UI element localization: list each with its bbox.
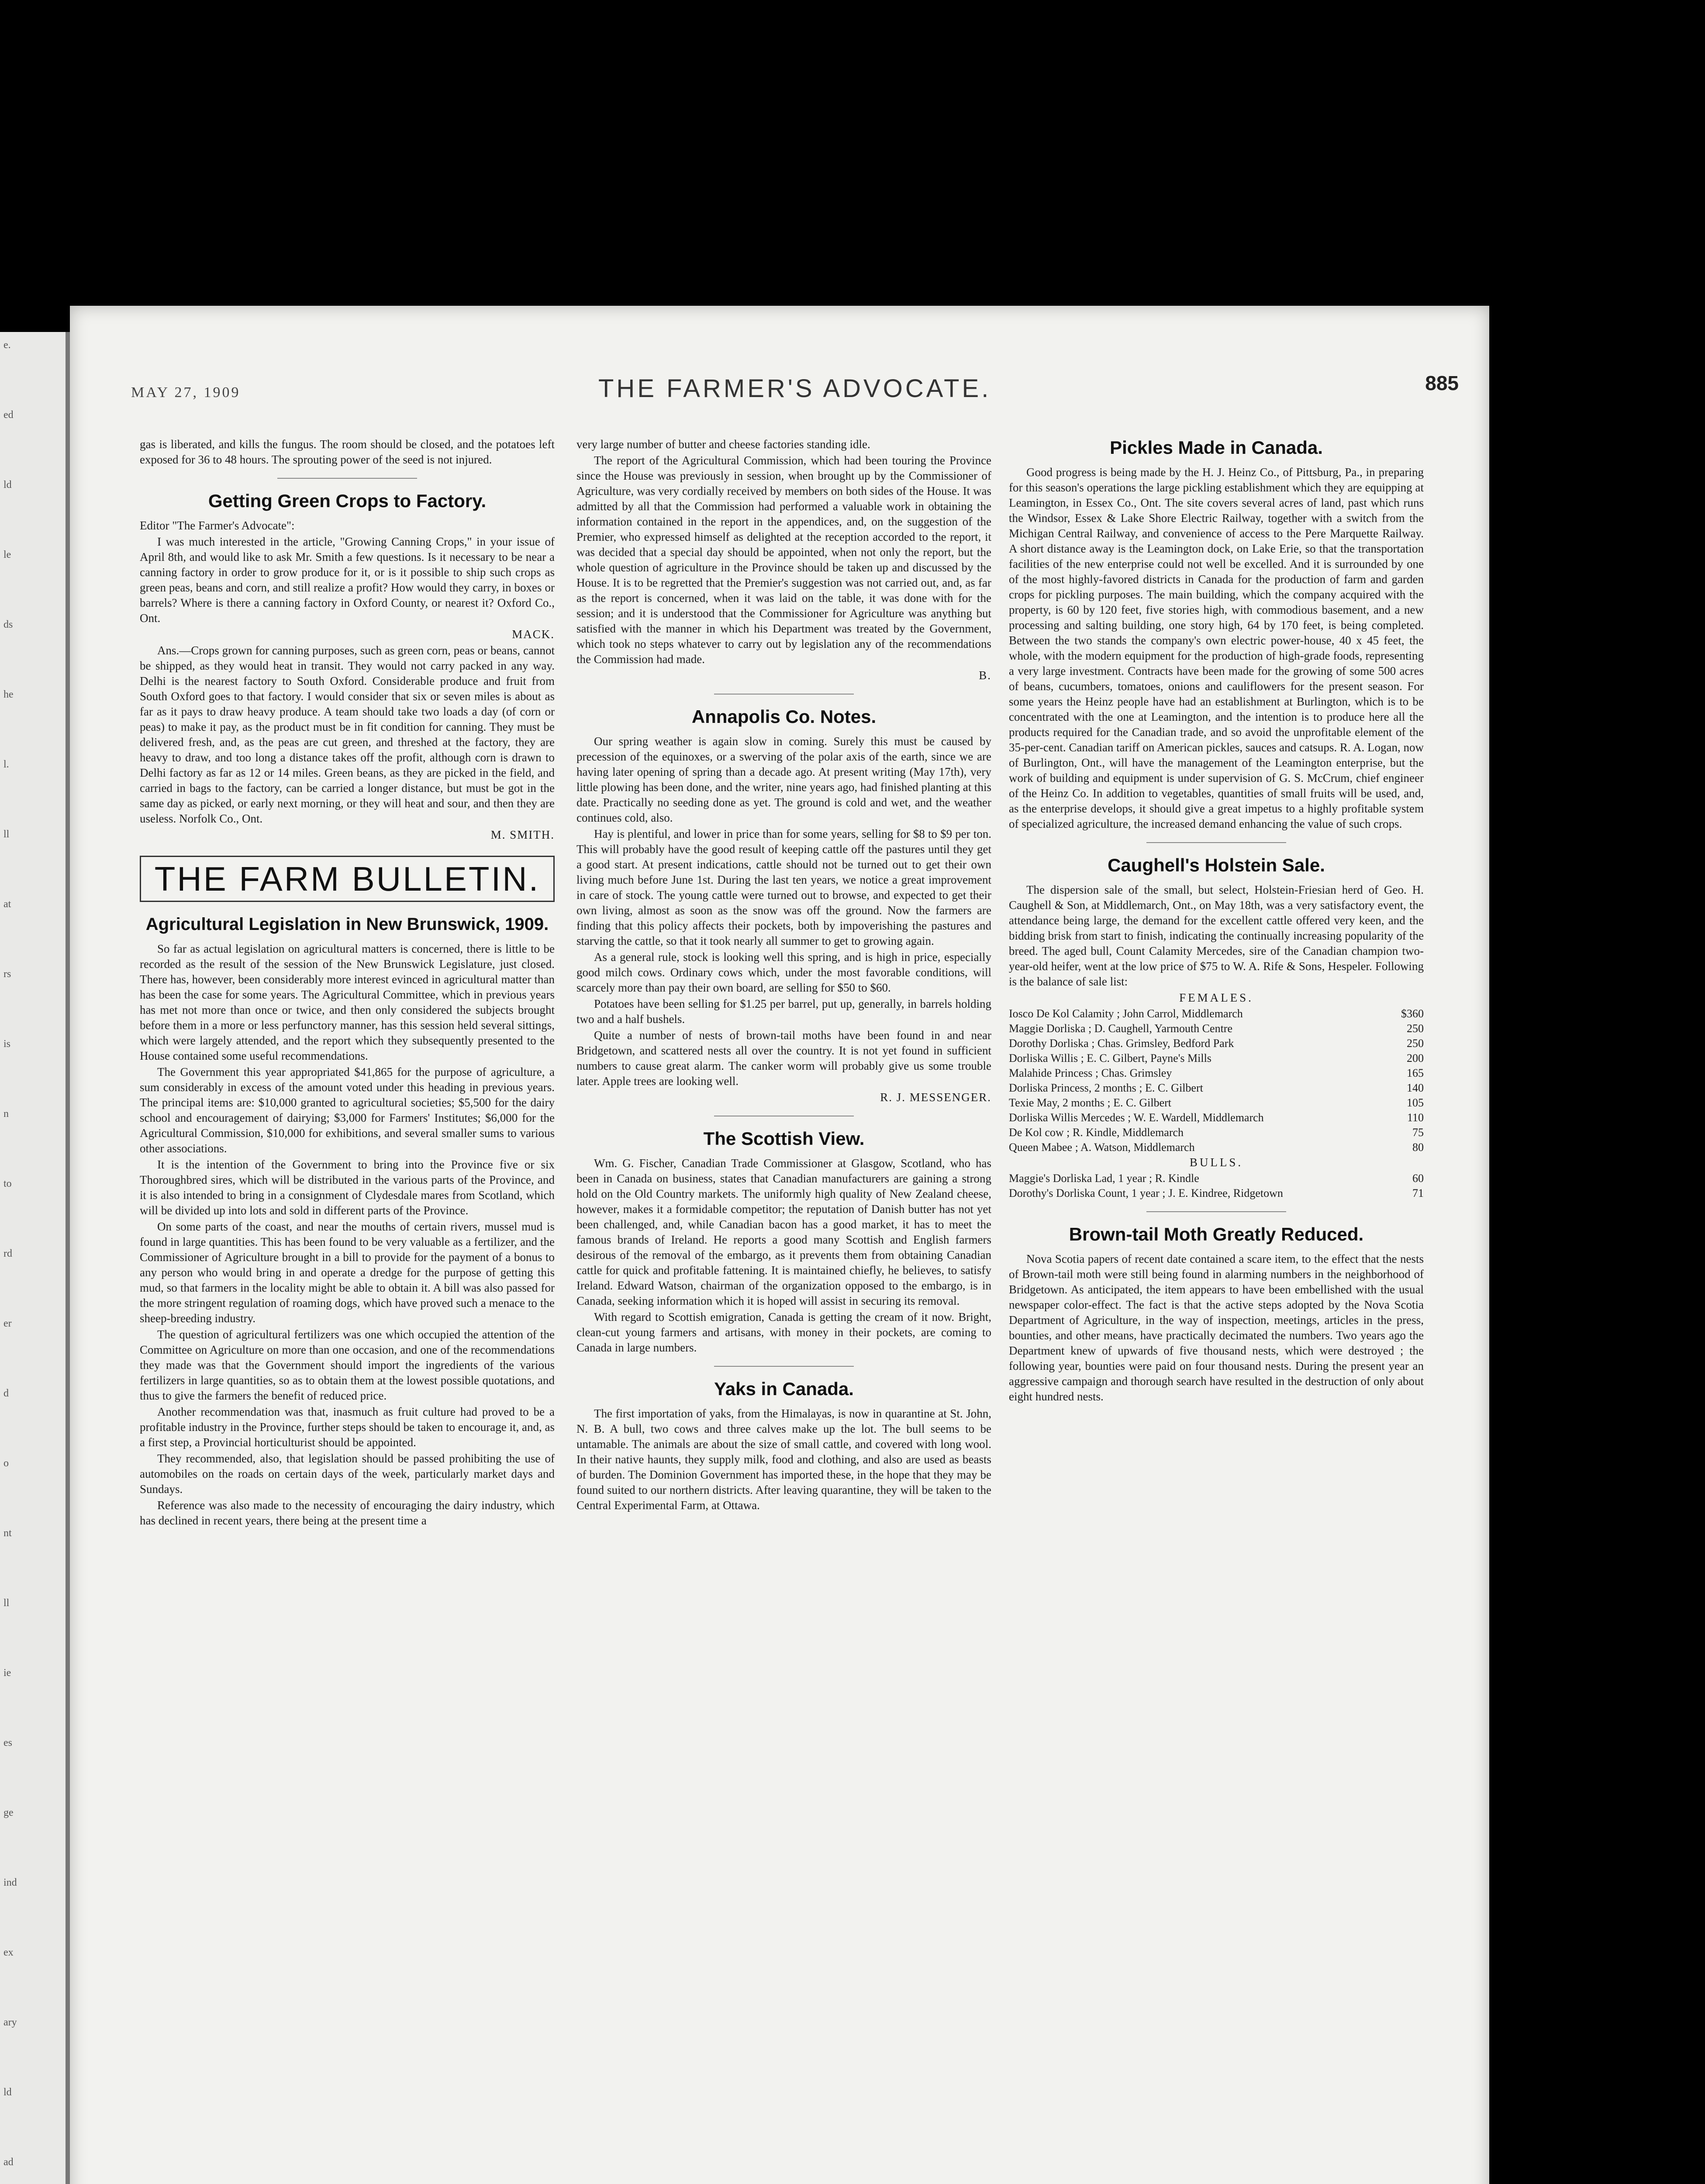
adjacent-page-strip [0,332,66,2184]
margin-fragment: ie [3,1667,11,1679]
margin-fragment: ll [3,1597,10,1609]
sale-animal-buyer: Texie May, 2 months ; E. C. Gilbert [1009,1096,1171,1109]
females-sale-table [1009,1006,1424,1155]
sale-price: 140 [1407,1082,1424,1094]
margin-fragment: ll [3,829,10,840]
margin-fragment: ge [3,1807,14,1818]
sale-price: 80 [1412,1141,1424,1154]
article-signature: R. J. MESSENGER. [880,1091,991,1104]
body-paragraph: The question of agricultural fertilizers was one which occupied the attention of the Committee on Agriculture on more than one occasion, and one of the recommendations they made was that the Government should import the ingredients of the various fertilizers in large quantities, so as to obtain them at the lowest possible quotations, and thus to give the farmers the benefit of reduced price. [140,1328,555,1402]
margin-fragment: nt [3,1527,12,1539]
margin-fragment: es [3,1737,12,1749]
margin-fragment: le [3,549,11,560]
article-title-yaks: Yaks in Canada. [714,1379,854,1399]
sale-price: 75 [1412,1126,1424,1139]
body-paragraph: Our spring weather is again slow in coming. Surely this must be caused by precession of the equinoxes, or a swerving of the polar axis of the earth, since we are having later opening of spring than a decade ago. At present writing (May 17th), very little plowing has been done, and the writer, nine years ago, had finished planting at this date. Practically no seeding done as yet. The ground is cold and wet, and the weather continues cold, also. [576,735,991,824]
column-1 [140,437,555,2184]
margin-fragment: er [3,1318,12,1329]
margin-fragment: ld [3,479,12,491]
divider [714,694,854,695]
divider [1146,1211,1286,1212]
margin-fragment: to [3,1178,12,1189]
sale-row [1009,1006,1424,1021]
page-number: 885 [1425,372,1459,394]
letter-signature: MACK. [512,628,555,641]
article-title-brown-tail-moth: Brown-tail Moth Greatly Reduced. [1069,1224,1364,1244]
sale-price: 110 [1407,1111,1424,1124]
margin-fragment: at [3,898,11,910]
newspaper-page [70,306,1489,2184]
divider [277,478,417,479]
margin-fragment: ind [3,1877,17,1888]
body-paragraph: Potatoes have been selling for $1.25 per barrel, put up, generally, in barrels holding two and a half bushels. [576,997,991,1026]
sale-row [1009,1051,1424,1066]
sale-animal-buyer: De Kol cow ; R. Kindle, Middlemarch [1009,1126,1184,1139]
sale-price: 60 [1412,1172,1424,1185]
margin-fragment: ds [3,619,13,630]
page-header [131,367,1459,406]
divider [1146,842,1286,843]
sale-price: 165 [1407,1067,1424,1079]
editor-salutation: Editor "The Farmer's Advocate": [140,519,295,532]
body-paragraph: Good progress is being made by the H. J. Heinz Co., of Pittsburg, Pa., in preparing for this season's operations the large pickling establishment which they are equipping at Leamington, in Essex Co., Ont. The site covers several acres of land, past which runs the Windsor, Essex & Lake Shore Electric Railway, together with a switch from the Michigan Central Railway, and convenience of access to the Pere Marquette Railway. A short distance away is the Leamington dock, on Lake Erie, so that the transportation facilities of the new enterprise could not well be excelled. And it is surrounded by one of the most highly-favored districts in Canada for the production of farm and garden crops for pickling purposes. The main building, which the company acquired with the property, is 60 by 120 feet, five stories high, with commodious basement, and a new processing and salting building, one story high, 64 by 170 feet, is being completed. Between the two stands the company's own electric power-house, 40 x 45 feet, the whole, with the modern equipment for the production of high-grade foods, representing a very large investment. Contracts have been made for the growing of some 500 acres of beans, cucumbers, tomatoes, onions and cauliflowers for the present season. For some years the Heinz people have had an establishment at Burlington, which is to be concentrated with the one at Leamington, and the intention is to produce here all the products required for the Canadian trade, and so avoid the unprofitable element of the 35-per-cent. Canadian tariff on American pickles, sauces and catsups. R. A. Logan, now of Burlington, Ont., will have the management of the Leamington enterprise, but the work of building and equipment is under supervision of G. S. McCrum, chief engineer of the Heinz Co. In addition to vegetables, quantities of small fruits will be used, and, as the enterprise develops, it should give a great impetus to a highly profitable system of specialized agriculture, the increased demand enhancing the value of such crops. [1009,466,1424,830]
sale-price: $360 [1401,1007,1424,1020]
sale-row [1009,1066,1424,1081]
margin-fragment: ary [3,2017,17,2028]
margin-fragment: ed [3,409,14,421]
margin-fragment: o [3,1458,9,1469]
body-paragraph: The dispersion sale of the small, but select, Holstein-Friesian herd of Geo. H. Caughell & Son, at Middlemarch, Ont., on May 18th, was a very satisfactory event, the attendance being large, the demand for the excellent cattle offered very keen, and the bidding brisk from start to finish, indicating the continually increasing popularity of the breed. The aged bull, Count Calamity Mercedes, sire of the Canadian champion two-year-old heifer, went at the low price of $75 to W. A. Rife & Sons, Hespeler. Following is the balance of sale list: [1009,883,1424,988]
column-3 [1009,437,1424,2184]
sale-animal-buyer: Dorliska Willis ; E. C. Gilbert, Payne's Mills [1009,1052,1211,1064]
sale-animal-buyer: Maggie Dorliska ; D. Caughell, Yarmouth Centre [1009,1022,1232,1035]
margin-fragment: he [3,689,14,700]
margin-fragment: rd [3,1248,12,1259]
article-signature: B. [979,669,991,682]
sale-price: 200 [1407,1052,1424,1064]
margin-fragment: d [3,1388,9,1399]
body-paragraph: Reference was also made to the necessity of encouraging the dairy industry, which has declined in recent years, there being at the present time a [140,1499,555,1527]
column-2 [576,437,991,2184]
bulls-heading: BULLS. [1189,1156,1243,1169]
sale-row [1009,1095,1424,1110]
sale-animal-buyer: Maggie's Dorliska Lad, 1 year ; R. Kindle [1009,1172,1199,1185]
body-paragraph: The report of the Agricultural Commission, which had been touring the Province since the House was previously in session, when brought up by the Commissioner of Agriculture, was very cordially received by members on both sides of the House. It was admitted by all that the Commission had performed a valuable work in obtaining the information contained in the report in the appendices, and, on the suggestion of the Premier, who expressed himself as delighted at the reception accorded to the report, it was decided that a special day should be appointed, when not only the report, but the whole question of agriculture in the Province should be taken up and discussed by the House. It is to be regretted that the Premier's suggestion was not carried out, and, as far as the report is concerned, when it was laid on the table, it was done with for the session; and it is understood that the Commissioner for Agriculture was anything but satisfied with the manner in which his Department was treated by the Government, which took no steps whatever to carry out by legislation any of the recommendations the Commission had made. [576,454,991,666]
sale-row [1009,1125,1424,1140]
section-banner-farm-bulletin: THE FARM BULLETIN. [140,856,555,902]
bulls-sale-table [1009,1171,1424,1201]
masthead-title: THE FARMER'S ADVOCATE. [598,374,991,403]
body-paragraph: As a general rule, stock is looking well this spring, and is high in price, especially good milch cows. Ordinary cows which, under the most favorable conditions, will scarcely more than pay their own board, are selling for $50 to $60. [576,950,991,994]
sale-price: 250 [1407,1022,1424,1035]
body-paragraph: They recommended, also, that legislation should be passed prohibiting the use of automobiles on the roads on certain days of the week, particularly market days and Sundays. [140,1452,555,1496]
margin-fragment: rs [3,968,11,980]
sale-row [1009,1021,1424,1036]
article-title-agri-legislation: Agricultural Legislation in New Brunswick, 1909. [145,915,549,934]
margin-fragment: ex [3,1947,14,1958]
letter-paragraph: I was much interested in the article, "Growing Canning Crops," in your issue of April 8th, and would like to ask Mr. Smith a few questions. Is it necessary to be near a canning factory in order to grow produce for it, or is it possible to ship such crops as green peas, beans and corn, and still realize a profit? How would they carry, in boxes or barrels? Where is there a canning factory in Oxford County, or nearest it? Oxford Co., Ont. [140,535,555,625]
sale-animal-buyer: Dorothy Dorliska ; Chas. Grimsley, Bedford Park [1009,1037,1234,1050]
article-title-green-crops: Getting Green Crops to Factory. [208,491,487,511]
margin-fragment: ld [3,2087,12,2098]
divider [714,1366,854,1367]
sale-row [1009,1036,1424,1051]
article-title-annapolis: Annapolis Co. Notes. [691,706,877,727]
body-paragraph: The first importation of yaks, from the Himalayas, is now in quarantine at St. John, N. B. A bull, two cows and three calves make up the lot. The bull seems to be untamable. The animals are about the size of small cattle, and covered with long wool. In their native haunts, they supply milk, food and clothing, and also are used as beasts of burden. The Dominion Government has imported these, in the hope that they may be found suited to our northern districts. After leaving quarantine, they will be taken to the Central Experimental Farm, at Ottawa. [576,1407,991,1512]
issue-date: MAY 27, 1909 [131,384,241,401]
answer-paragraph: Ans.—Crops grown for canning purposes, such as green corn, peas or beans, cannot be shipped, as they would heat in transit. They would not carry packed in any way. Delhi is the nearest factory to South Oxford. Considerable produce and fruit from South Oxford goes to that factory. I would consider that six or seven miles is about as far as it pays to draw heavy produce. A team should take two loads a day (of corn or peas) to make it pay, as the product must be in fit condition for canning. They must be delivered fresh, and, as the peas are cut green, and threshed at the factory, they are heavy to draw, and too long a distance takes off the profit, although corn is drawn to Delhi factory as far as 12 or 14 miles. Green beans, as they are picked in the field, and carried in bags to the factory, can be carried a longer distance, but must be got in the same day as picked, or early next morning, or they will heat and sour, and then they are useless. Norfolk Co., Ont. [140,644,555,825]
sale-row [1009,1081,1424,1095]
females-heading: FEMALES. [1179,991,1253,1004]
article-continuation: gas is liberated, and kills the fungus. The room should be closed, and the potatoes left exposed for 36 to 48 hours. The sprouting power of the seed is not injured. [140,438,555,466]
sale-animal-buyer: Dorliska Willis Mercedes ; W. E. Wardell, Middlemarch [1009,1111,1264,1124]
sale-animal-buyer: Dorliska Princess, 2 months ; E. C. Gilbert [1009,1082,1203,1094]
sale-row [1009,1171,1424,1186]
body-paragraph: Wm. G. Fischer, Canadian Trade Commissioner at Glasgow, Scotland, who has been in Canada on business, states that Canadian manufacturers are gaining a strong hold on the Old Country markets. The uniformly high quality of New Zealand cheese, however, makes it a formidable competitor; the reputation of Danish butter has not yet been challenged, and, while Canadian bacon has a good market, it has to meet the famous brands of Ireland. He reports a good many Scottish and English farmers desirous of the removal of the embargo, as it prevents them from obtaining Canadian cattle for quick and profitable fattening. It is maintained chiefly, he believes, to satisfy Ireland. Edward Watson, chairman of the organization opposed to the embargo, is in Canada, seeking information which it is hoped will assist in securing its removal. [576,1157,991,1307]
sale-animal-buyer: Dorothy's Dorliska Count, 1 year ; J. E. Kindree, Ridgetown [1009,1187,1283,1199]
article-title-holstein-sale: Caughell's Holstein Sale. [1108,855,1325,875]
body-paragraph: So far as actual legislation on agricultural matters is concerned, there is little to be recorded as the result of the session of the New Brunswick Legislature, just closed. There has, however, been considerably more interest evinced in agricultural matter than has been the case for some years. The Agricultural Committee, which in previous years has met not more than once or twice, and then only considered the subjects brought before them in a more or less perfunctory manner, has this session held several sittings, which were largely attended, and the report which they subsequently presented to the House contained some useful recommendations. [140,942,555,1062]
answer-signature: M. SMITH. [490,828,555,841]
margin-fragment: n [3,1108,9,1120]
margin-fragment: e. [3,339,11,351]
sale-price: 71 [1412,1187,1424,1199]
sale-price: 105 [1407,1096,1424,1109]
body-paragraph: Quite a number of nests of brown-tail moths have been found in and near Bridgetown, and scattered nests all over the country. It is not yet found in sufficient numbers to cause great alarm. The canker worm will probably give us some trouble later. Apple trees are looking well. [576,1029,991,1088]
sale-animal-buyer: Queen Mabee ; A. Watson, Middlemarch [1009,1141,1195,1154]
body-paragraph: Hay is plentiful, and lower in price than for some years, selling for $8 to $9 per ton. This will probably have the good result of keeping cattle off the pastures until they get a good start. At present indications, cattle should not be turned out to get their own living much before June 1st. During the last ten years, we notice a great improvement in care of stock. The young cattle were turned out to browse, and expected to get their own living, almost as soon as the snow was off the ground. Now the farmers are finding that this policy affects their pockets, both by impoverishing the pastures and starving the cattle, so that it took nearly all summer to get to growing again. [576,827,991,947]
sale-row [1009,1110,1424,1125]
body-paragraph: Another recommendation was that, inasmuch as fruit culture had proved to be a profitable industry in the Province, further steps should be taken to encourage it, and, as a first step, a Provincial horticulturist should be appointed. [140,1405,555,1449]
sale-animal-buyer: Malahide Princess ; Chas. Grimsley [1009,1067,1172,1079]
margin-fragment: l. [3,759,9,770]
margin-fragment: is [3,1038,11,1050]
body-paragraph: The Government this year appropriated $41,865 for the purpose of agriculture, a sum considerably in excess of the amount voted under this heading in previous years. The principal items are: $10,000 granted to agricultural societies; $5,500 for the dairy school and encouragement of dairying; $3,000 for Farmers' Institutes; $6,000 for the Agricultural Commission, $10,000 for exhibitions, and several smaller sums to various other associations. [140,1065,555,1155]
body-paragraph: It is the intention of the Government to bring into the Province five or six Thoroughbred sires, which will be distributed in the various parts of the Province, and it is also intended to bring in a consignment of Clydesdale mares from Scotland, which will be divided up into lots and sold in different parts of the Province. [140,1158,555,1217]
sale-animal-buyer: Iosco De Kol Calamity ; John Carrol, Middlemarch [1009,1007,1243,1020]
body-paragraph: With regard to Scottish emigration, Canada is getting the cream of it now. Bright, clean-cut young farmers and artisans, with money in their pockets, are coming to Canada in large numbers. [576,1310,991,1354]
sale-row [1009,1140,1424,1155]
article-title-pickles: Pickles Made in Canada. [1110,437,1323,458]
article-title-scottish-view: The Scottish View. [703,1128,865,1149]
body-paragraph: Nova Scotia papers of recent date contained a scare item, to the effect that the nests of Brown-tail moth were still being found in alarming numbers in the neighborhood of Bridgetown. As anticipated, the item appears to have been embellished with the usual newspaper color-effect. The fact is that the active steps adopted by the Nova Scotia Department of Agriculture, in the way of inspection, meetings, articles in the press, bounties, and other means, have practically decimated the numbers. Two years ago the Department knew of upwards of five thousand nests, which were destroyed ; the following year, bounties were paid on four thousand nests. During the present year an aggressive campaign and thorough search have resulted in the destruction of only about eight hundred nests. [1009,1252,1424,1403]
article-continuation: very large number of butter and cheese factories standing idle. [576,438,870,451]
body-paragraph: On some parts of the coast, and near the mouths of certain rivers, mussel mud is found in large quantities. This has been found to be very valuable as a fertilizer, and the Commissioner of Agriculture brought in a bill to provide for the payment of a bonus to any person who would bring in and operate a dredge for the purpose of getting this mud, so that farmers in the locality might be able to obtain it. A bill was also passed for the more stringent regulation of roaming dogs, which have proved such a menace to the sheep-breeding industry. [140,1220,555,1325]
margin-fragment: ad [3,2156,14,2168]
sale-price: 250 [1407,1037,1424,1050]
sale-row [1009,1186,1424,1201]
